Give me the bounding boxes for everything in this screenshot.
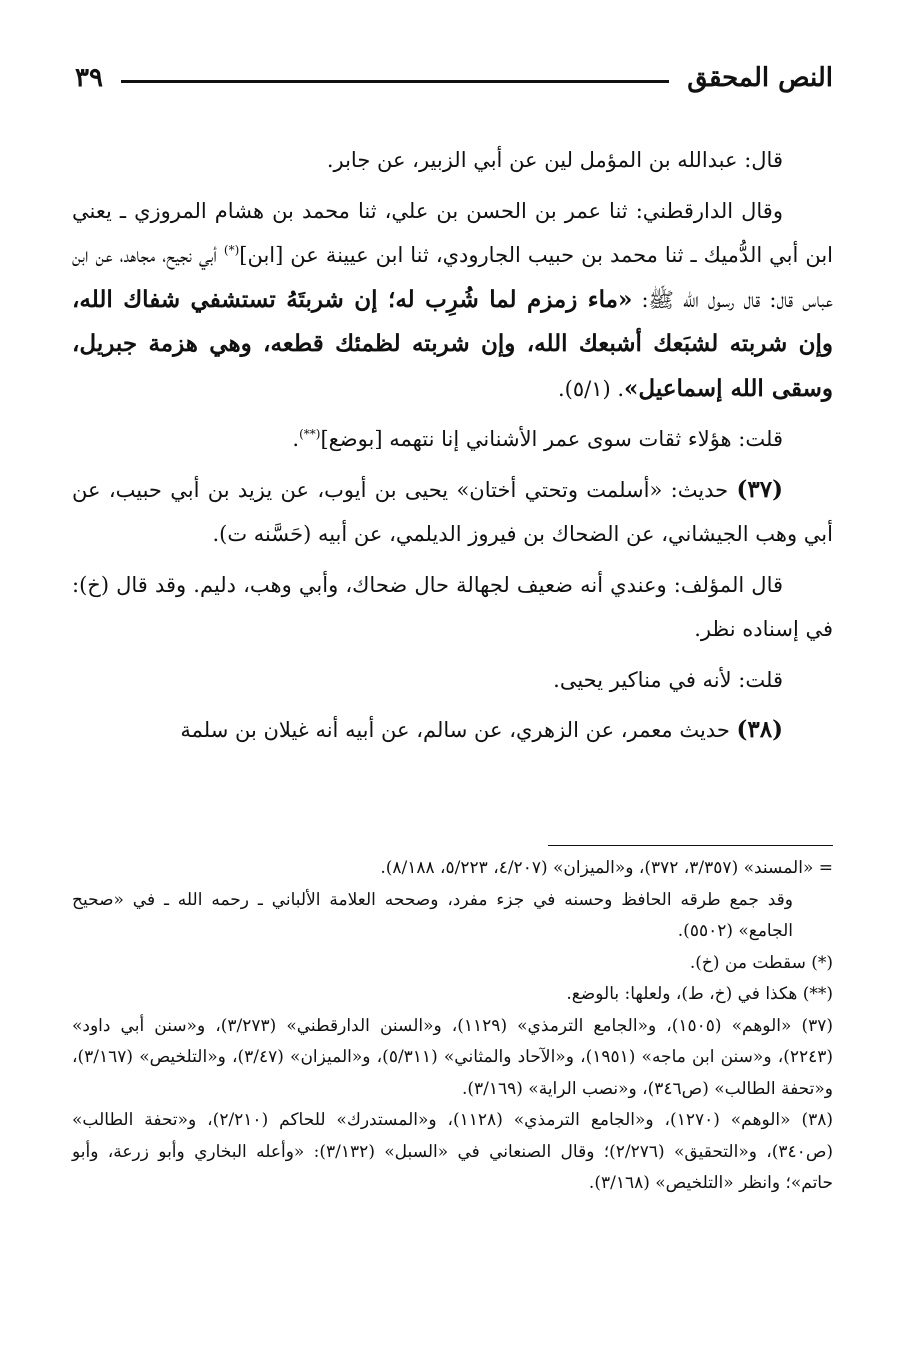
- footnote-star: (*) سقطت من (خ).: [689, 952, 833, 973]
- page-header: [75, 58, 833, 98]
- footnote-separator: [548, 845, 833, 846]
- hadith-37-text: حديث: «أسلمت وتحتي أختان» يحيى بن أيوب، عن يزيد بن أبي حبيب، عن أبي وهب الجيشاني، عن الضحاك بن فيروز الديلمي، عن أبيه (حَسَّنه ت).: [72, 477, 833, 546]
- paragraph-3-end: .: [292, 427, 300, 451]
- hadith-text: «ماء زمزم لما شُرِب له؛ إن شربتَهُ تستشفي شفاك الله، وإن شربته لشبَعك أشبعك الله، وإن شربته لظمئك قطعه، وهي هزمة جبريل، وسقى الله إسماعيل»: [72, 285, 833, 402]
- footnote-38: (٣٨) «الوهم» (١٢٧٠)، و«الجامع الترمذي» (١١٢٨)، و«المستدرك» للحاكم (٢/٢١٠)، و«تحفة الطالب» (ص٣٤٠)، و«التحقيق» (٢/٢٧٦)؛ وقال الصنعاني في «السبل» (٣/١٣٢): «وأعله البخاري وأبو زرعة، وأبو حاتم»؛ وانظر «التلخيص» (٣/١٦٨).: [72, 1110, 834, 1193]
- hadith-number-38: (٣٨): [736, 716, 783, 743]
- footnotes: [72, 853, 833, 1200]
- footnote-double-star: (**) هكذا في (خ، ط)، ولعلها: بالوضع.: [566, 984, 833, 1004]
- paragraph-3-text: قلت: هؤلاء ثقات سوى عمر الأشناني إنا نتهمه [بوضع]: [320, 427, 783, 451]
- main-text: [72, 138, 833, 753]
- footnote-continued: = «المسند» (٣/٣٥٧، ٣٧٢)، و«الميزان» (٤/٢٠٧، ٥/٢٢٣، ٨/١٨٨).: [380, 858, 833, 878]
- hadith-reference: . (٥/١).: [557, 376, 625, 401]
- paragraph-hadith-37: [72, 468, 833, 557]
- paragraph-note: قلت: لأنه في مناكير يحيى.: [553, 667, 783, 692]
- footnote-37: (٣٧) «الوهم» (١٥٠٥)، و«الجامع الترمذي» (١١٢٩)، و«السنن الدارقطني» (٣/٢٧٣)، و«سنن أبي داود» (٢٢٤٣)، و«سنن ابن ماجه» (١٩٥١)، و«الآحاد والمثاني» (٥/٣١١)، و«الميزان» (٣/٤٧)، و«التلخيص» (٣/١٦٧)، و«تحفة الطالب» (ص٣٤٦)، و«نصب الراية» (٣/١٦٩).: [72, 1015, 834, 1099]
- page-number: ٣٩: [75, 63, 103, 93]
- paragraph-3: [72, 417, 833, 462]
- paragraph-1: قال: عبدالله بن المؤمل لين عن أبي الزبير، عن جابر.: [326, 148, 783, 172]
- footnote-continued-2: وقد جمع طرقه الحافظ وحسنه في جزء مفرد، وصححه العلامة الألباني ـ رحمه الله ـ في «صحيح الجامع» (٥٥٠٢).: [72, 889, 793, 941]
- footnote-marker-star: (*): [223, 243, 240, 257]
- footnote-marker-double-star: (**): [299, 427, 321, 441]
- hadith-number-37: (٣٧): [736, 475, 783, 503]
- paragraph-author-comment: قال المؤلف: وعندي أنه ضعيف لجهالة حال ضحاك، وأبي وهب، دليم. وقد قال (خ): في إسناده نظر.: [72, 572, 833, 641]
- paragraph-2-text: وقال الدارقطني: ثنا عمر بن الحسن بن علي، ثنا محمد بن هشام المروزي ـ يعني ابن أبي الدُّميك ـ ثنا محمد بن حبيب الجارودي، ثنا ابن عيينة عن [ابن]: [72, 198, 834, 267]
- hadith-38-text: حديث معمر، عن الزهري، عن سالم، عن أبيه أنه غيلان بن سلمة: [180, 718, 737, 742]
- paragraph-hadith-38: [72, 708, 833, 753]
- running-title: النص المحقق: [687, 63, 833, 93]
- paragraph-2-text-cont: أبي نجيح، مجاهد، عن ابن عباس قال: قال رسول الله ﷺ:: [72, 243, 833, 312]
- header-rule: [121, 80, 669, 83]
- paragraph-2: [72, 189, 833, 412]
